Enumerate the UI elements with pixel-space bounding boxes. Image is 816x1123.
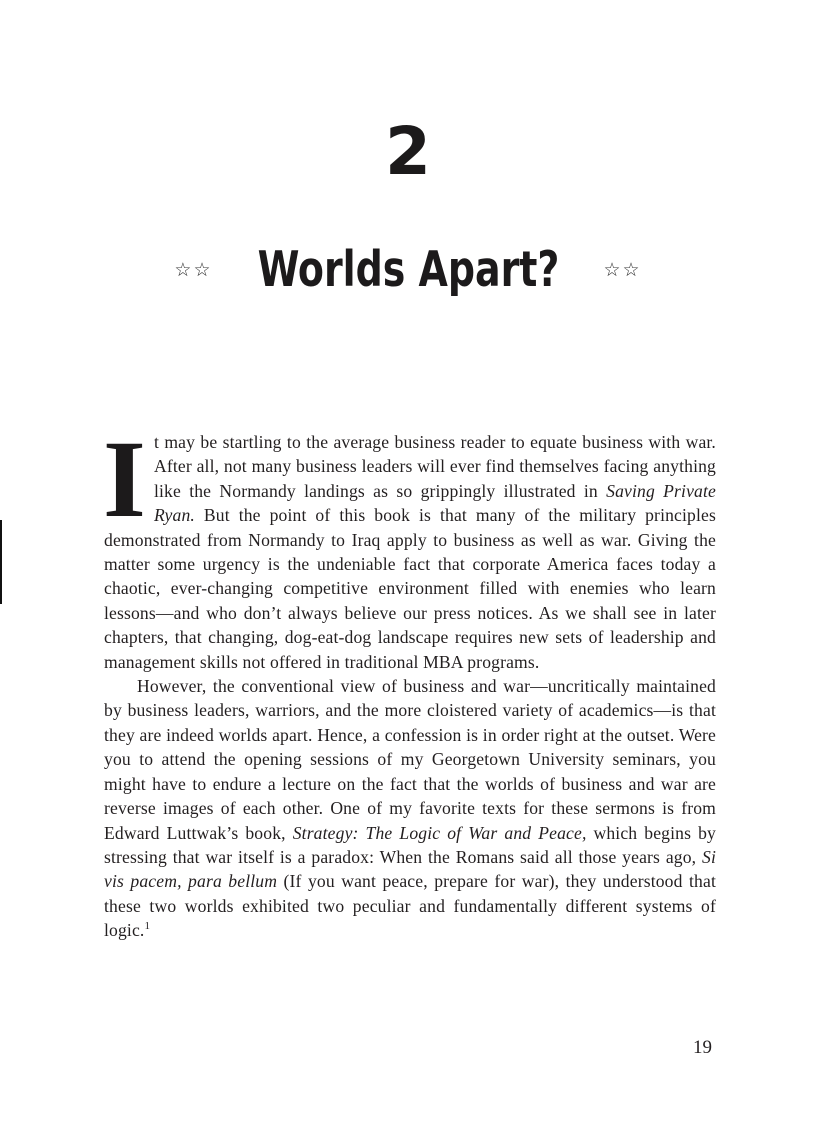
paragraph-1 [103,418,716,674]
footnote-reference[interactable]: 1 [144,920,151,933]
paragraph-2 [104,674,716,942]
chapter-title: Worlds Apart? [257,241,559,298]
star-ornament-right-icon: ☆☆ [603,258,642,281]
book-title-strategy: Strategy: The Logic of War and Peace, [292,822,587,843]
chapter-number: 2 [385,113,431,190]
paragraph-2-text-2: which begins by stressing that war itself is a paradox: When the Romans said all those years ago, [104,822,717,867]
drop-cap: I [103,418,146,540]
star-ornament-left-icon: ☆☆ [174,258,213,281]
paragraph-2-text-1: However, the conventional view of business and war—uncritically maintained by business leaders, warriors, and the more cloistered variety of academics—is that they are indeed worlds apart. Hence, a confession is in order right at the outset. Were you to attend the opening sessions of my Georgetown University seminars, you might have to endure a lecture on the fact that the worlds of business and war are reverse images of each other. One of my favorite texts for these sermons is from Edward Luttwak’s book, [104,676,716,843]
body-text [103,418,717,943]
page-number: 19 [693,1037,712,1058]
paragraph-1-text-1: t may be startling to the average business reader to equate business with war. After all, not many business leaders will ever find themselves facing anything like the Normandy landings as so grippingly illustrated in [153,432,716,501]
scan-margin-mark [0,520,2,604]
film-title-saving-private-ryan: Saving Private Ryan. [153,480,716,526]
latin-quote: Si vis pacem, para bellum [104,846,716,892]
paragraph-1-text-2: But the point of this book is that many of the military principles demonstrated from Normandy to Iraq apply to business as well as war. Giving the matter some urgency is the undeniable fact that corporate America faces today a chaotic, ever-changing competitive environment filled with enemies who learn lessons—and who don’t always believe our press notices. As we shall see in later chapters, that changing, dog-eat-dog landscape requires new sets of leadership and management skills not offered in traditional MBA programs. [104,505,716,672]
chapter-heading [0,238,816,302]
paragraph-2-text-3: (If you want peace, prepare for war), they understood that these two worlds exhibited two peculiar and fundamentally different systems of logic. [104,871,716,941]
